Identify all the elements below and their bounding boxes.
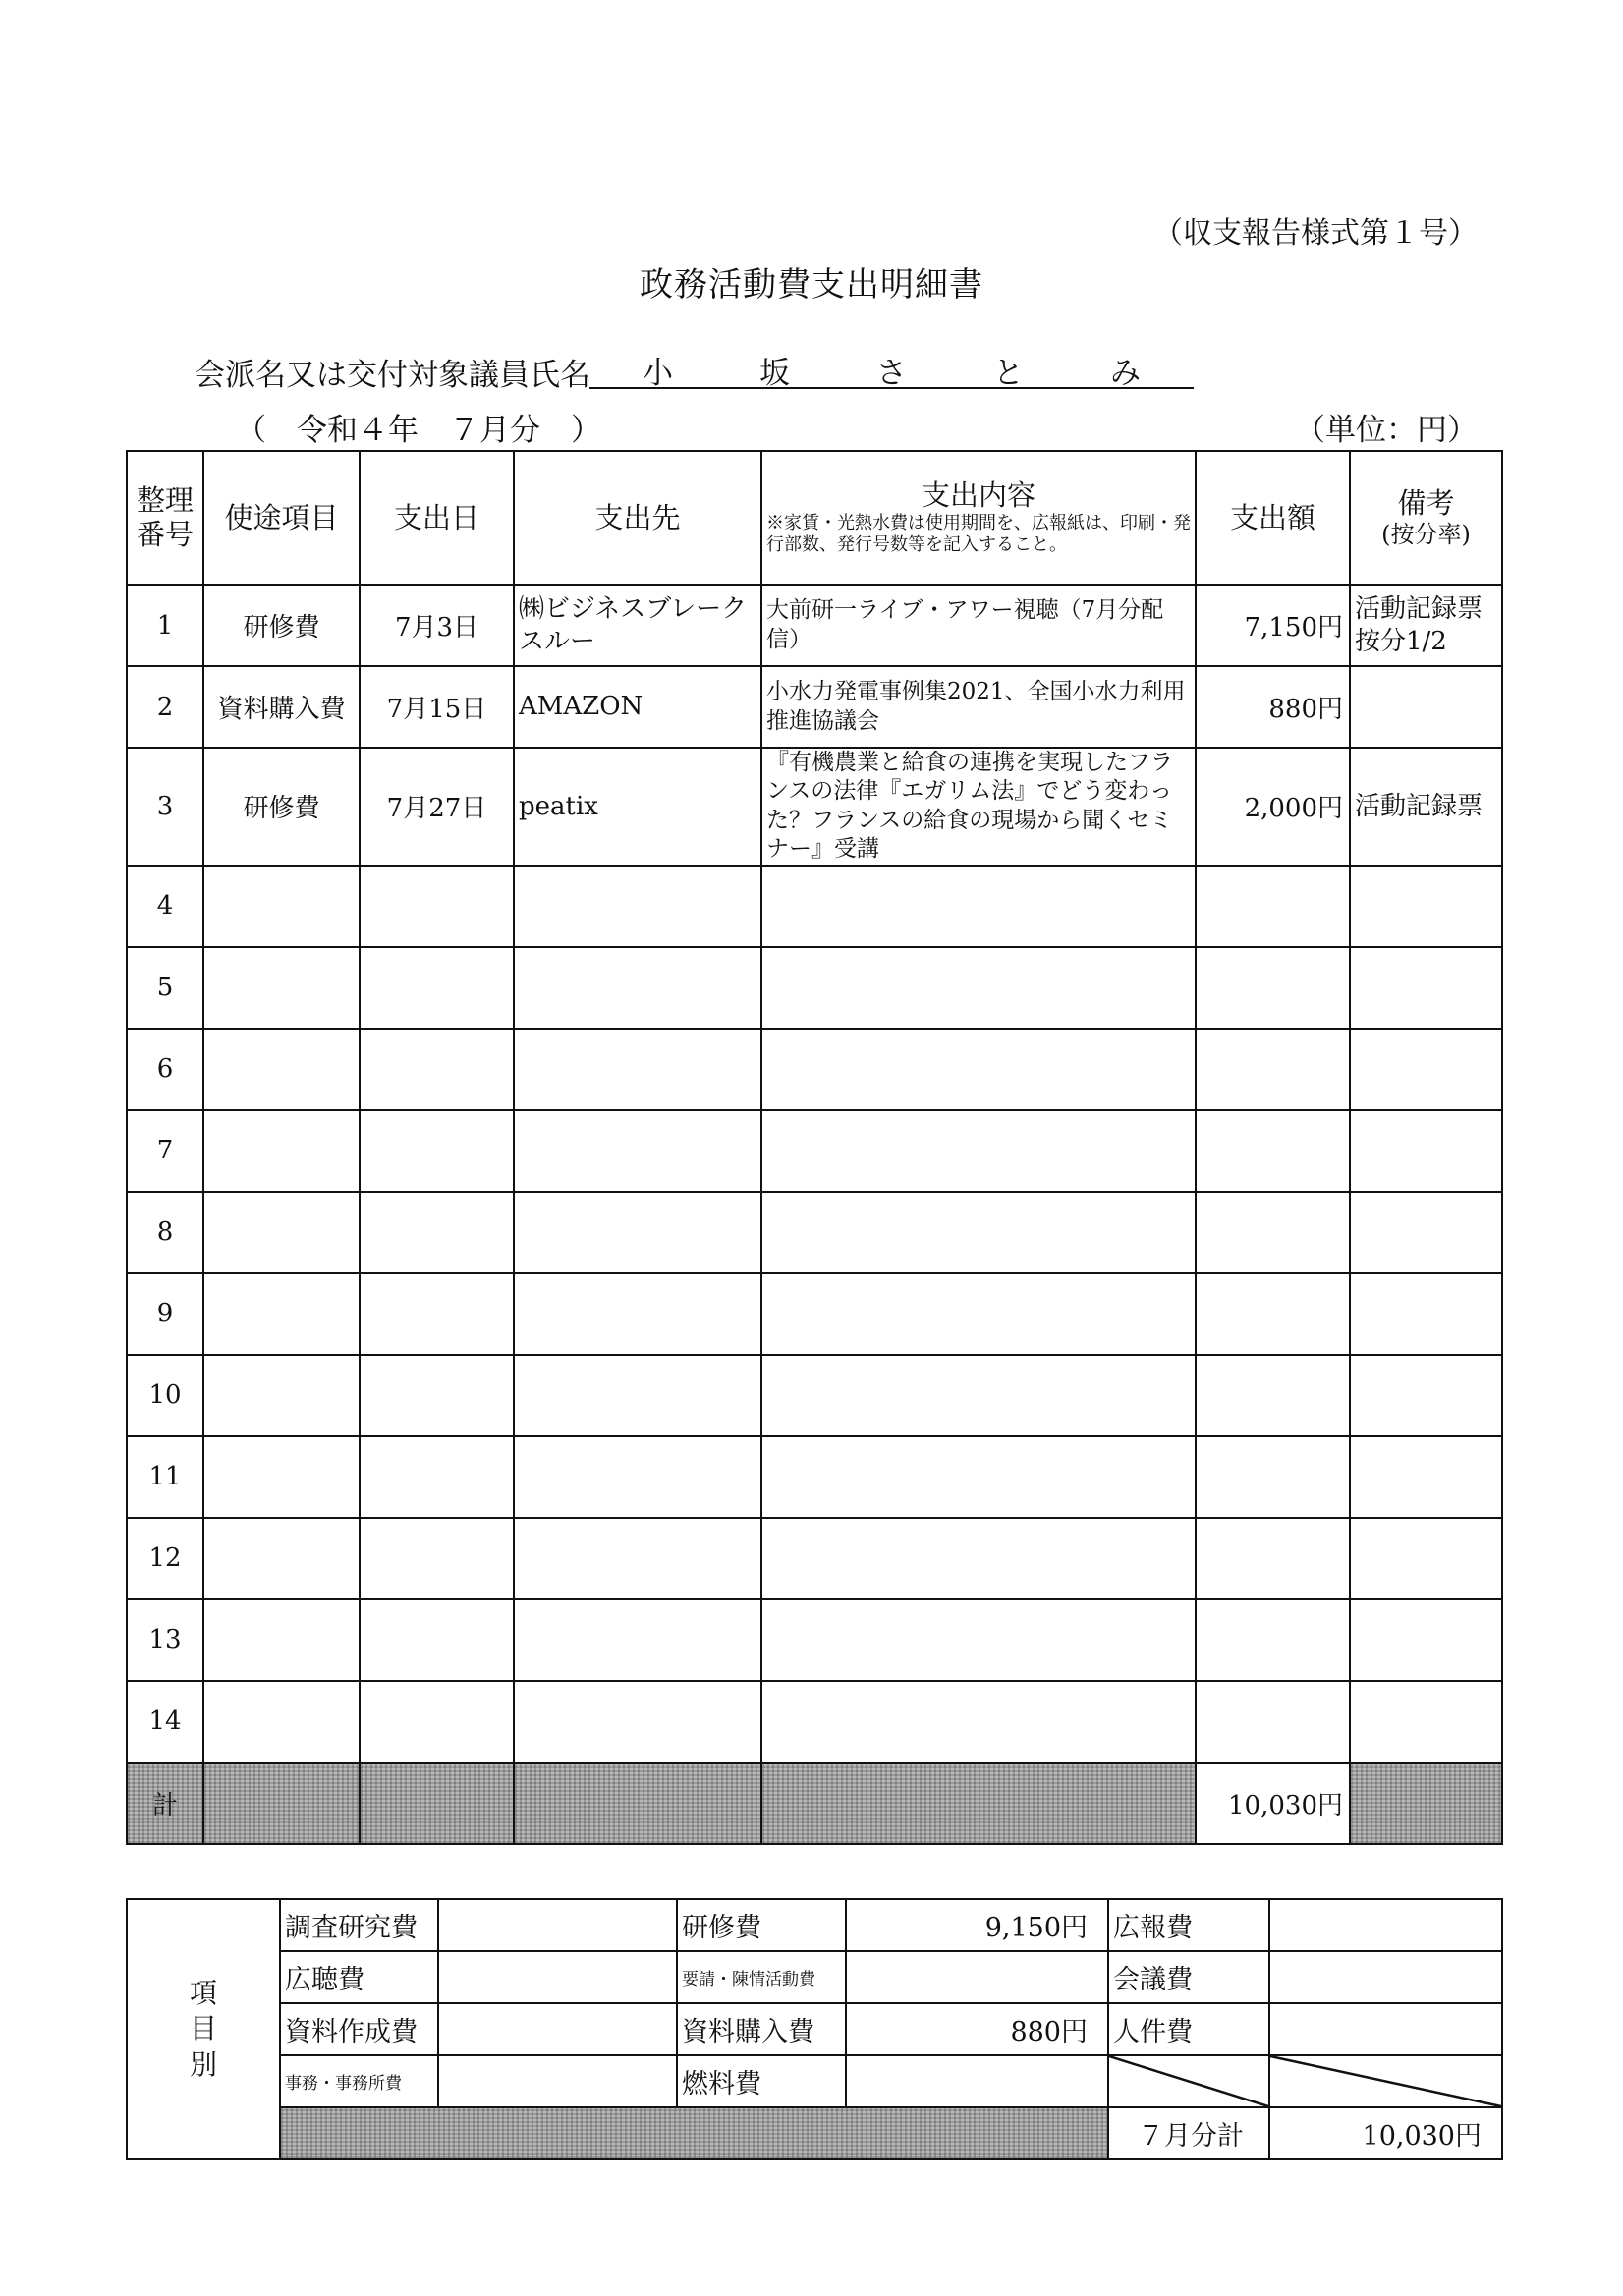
document-title: 政務活動費支出明細書 bbox=[640, 265, 983, 305]
total-shaded-cell bbox=[360, 1763, 514, 1844]
header-content bbox=[761, 451, 1196, 585]
name-char: 坂 bbox=[759, 356, 790, 391]
row-no: 11 bbox=[127, 1436, 203, 1518]
row-content: 『有機農業と給食の連携を実現したフランスの法律『エガリム法』でどう変わった？フランスの給食の現場から聞くセミナー』受講 bbox=[761, 748, 1196, 866]
header-remarks-sub: (按分率) bbox=[1381, 521, 1471, 548]
name-label: 会派名又は交付対象議員氏名 bbox=[195, 358, 590, 393]
row-payee bbox=[514, 1355, 761, 1436]
name-char: み bbox=[1110, 356, 1141, 391]
row-category bbox=[203, 1355, 360, 1436]
row-category bbox=[203, 1110, 360, 1192]
summary-label: 人件費 bbox=[1108, 2003, 1269, 2055]
monthly-total-label: ７月分計 bbox=[1108, 2107, 1269, 2159]
row-category bbox=[203, 1029, 360, 1110]
row-date bbox=[360, 1110, 514, 1192]
header-date: 支出日 bbox=[360, 451, 514, 585]
row-no: 2 bbox=[127, 666, 203, 748]
row-amount bbox=[1196, 1110, 1350, 1192]
row-category: 研修費 bbox=[203, 585, 360, 666]
row-amount: 880円 bbox=[1196, 666, 1350, 748]
summary-row bbox=[127, 2003, 1502, 2055]
row-payee bbox=[514, 1518, 761, 1599]
row-content bbox=[761, 1029, 1196, 1110]
table-row bbox=[127, 866, 1502, 947]
summary-label: 研修費 bbox=[677, 1899, 846, 1951]
row-content bbox=[761, 1681, 1196, 1763]
summary-value bbox=[438, 2055, 677, 2107]
header-no: 整理番号 bbox=[127, 451, 203, 585]
side-char: 別 bbox=[189, 2047, 217, 2081]
summary-shaded-cell bbox=[280, 2107, 1108, 2159]
summary-total-row bbox=[127, 2107, 1502, 2159]
member-name bbox=[589, 348, 1194, 389]
row-payee bbox=[514, 1273, 761, 1355]
strikeout-cell bbox=[1108, 2055, 1269, 2107]
table-row bbox=[127, 585, 1502, 666]
row-remarks bbox=[1350, 866, 1502, 947]
row-remarks bbox=[1350, 1599, 1502, 1681]
row-date bbox=[360, 947, 514, 1029]
summary-value bbox=[1269, 1899, 1502, 1951]
summary-value: 9,150円 bbox=[846, 1899, 1108, 1951]
table-row bbox=[127, 1599, 1502, 1681]
row-amount bbox=[1196, 1192, 1350, 1273]
summary-label: 調査研究費 bbox=[280, 1899, 438, 1951]
row-category bbox=[203, 1192, 360, 1273]
row-date bbox=[360, 1599, 514, 1681]
row-amount bbox=[1196, 947, 1350, 1029]
row-content bbox=[761, 1355, 1196, 1436]
row-amount: 7,150円 bbox=[1196, 585, 1350, 666]
row-content bbox=[761, 866, 1196, 947]
row-date: 7月15日 bbox=[360, 666, 514, 748]
summary-label: 資料購入費 bbox=[677, 2003, 846, 2055]
table-row bbox=[127, 1273, 1502, 1355]
summary-value bbox=[1269, 2003, 1502, 2055]
row-date bbox=[360, 1436, 514, 1518]
side-char: 目 bbox=[189, 2012, 217, 2045]
row-content bbox=[761, 1599, 1196, 1681]
total-row bbox=[127, 1763, 1502, 1844]
header-remarks bbox=[1350, 451, 1502, 585]
summary-value bbox=[438, 1951, 677, 2003]
row-date bbox=[360, 1518, 514, 1599]
row-no: 4 bbox=[127, 866, 203, 947]
table-row bbox=[127, 1518, 1502, 1599]
row-payee bbox=[514, 1192, 761, 1273]
table-row bbox=[127, 666, 1502, 748]
row-category: 資料購入費 bbox=[203, 666, 360, 748]
summary-row bbox=[127, 2055, 1502, 2107]
summary-side-label bbox=[127, 1899, 280, 2159]
summary-value bbox=[438, 1899, 677, 1951]
row-no: 12 bbox=[127, 1518, 203, 1599]
summary-label: 燃料費 bbox=[677, 2055, 846, 2107]
row-date bbox=[360, 1355, 514, 1436]
row-remarks bbox=[1350, 1436, 1502, 1518]
row-date: 7月27日 bbox=[360, 748, 514, 866]
summary-label: 事務・事務所費 bbox=[280, 2055, 438, 2107]
row-remarks bbox=[1350, 666, 1502, 748]
table-row bbox=[127, 1681, 1502, 1763]
summary-table bbox=[126, 1898, 1503, 2160]
row-no: 6 bbox=[127, 1029, 203, 1110]
row-category bbox=[203, 1518, 360, 1599]
row-date bbox=[360, 866, 514, 947]
table-row bbox=[127, 1192, 1502, 1273]
form-number: （収支報告様式第１号） bbox=[1153, 216, 1478, 251]
row-amount bbox=[1196, 1355, 1350, 1436]
table-header-row bbox=[127, 451, 1502, 585]
row-payee bbox=[514, 1029, 761, 1110]
table-row bbox=[127, 1029, 1502, 1110]
row-category bbox=[203, 1599, 360, 1681]
row-no: 5 bbox=[127, 947, 203, 1029]
row-remarks: 活動記録票 bbox=[1350, 748, 1502, 866]
side-char: 項 bbox=[189, 1976, 217, 2009]
row-content bbox=[761, 1273, 1196, 1355]
period: （ 令和４年 ７月分 ） bbox=[236, 413, 601, 448]
row-content bbox=[761, 1518, 1196, 1599]
row-no: 3 bbox=[127, 748, 203, 866]
row-content: 大前研一ライブ・アワー視聴（7月分配信） bbox=[761, 585, 1196, 666]
row-date: 7月3日 bbox=[360, 585, 514, 666]
summary-value bbox=[846, 1951, 1108, 2003]
row-remarks bbox=[1350, 1681, 1502, 1763]
summary-value bbox=[846, 2055, 1108, 2107]
row-payee bbox=[514, 1599, 761, 1681]
name-char: 小 bbox=[643, 356, 673, 391]
table-row bbox=[127, 1436, 1502, 1518]
row-category bbox=[203, 1436, 360, 1518]
row-payee: peatix bbox=[514, 748, 761, 866]
monthly-total-value: 10,030円 bbox=[1269, 2107, 1502, 2159]
row-no: 10 bbox=[127, 1355, 203, 1436]
row-content bbox=[761, 1110, 1196, 1192]
total-label: 計 bbox=[127, 1763, 203, 1844]
row-content bbox=[761, 1192, 1196, 1273]
row-content: 小水力発電事例集2021、全国小水力利用推進協議会 bbox=[761, 666, 1196, 748]
header-amount: 支出額 bbox=[1196, 451, 1350, 585]
row-payee bbox=[514, 1110, 761, 1192]
row-no: 13 bbox=[127, 1599, 203, 1681]
row-no: 14 bbox=[127, 1681, 203, 1763]
total-shaded-cell bbox=[203, 1763, 360, 1844]
summary-label: 広報費 bbox=[1108, 1899, 1269, 1951]
table-row bbox=[127, 1355, 1502, 1436]
total-shaded-cell bbox=[1350, 1763, 1502, 1844]
header-remarks-title: 備考 bbox=[1397, 486, 1455, 521]
row-remarks bbox=[1350, 1029, 1502, 1110]
row-category: 研修費 bbox=[203, 748, 360, 866]
row-content bbox=[761, 947, 1196, 1029]
row-date bbox=[360, 1192, 514, 1273]
row-date bbox=[360, 1273, 514, 1355]
row-category bbox=[203, 866, 360, 947]
summary-value bbox=[1269, 1951, 1502, 2003]
header-content-title: 支出内容 bbox=[921, 478, 1035, 513]
row-amount bbox=[1196, 1273, 1350, 1355]
row-amount bbox=[1196, 1436, 1350, 1518]
summary-value: 880円 bbox=[846, 2003, 1108, 2055]
summary-label: 会議費 bbox=[1108, 1951, 1269, 2003]
table-row bbox=[127, 1110, 1502, 1192]
row-no: 7 bbox=[127, 1110, 203, 1192]
row-category bbox=[203, 1681, 360, 1763]
expense-table bbox=[126, 450, 1503, 1845]
total-shaded-cell bbox=[761, 1763, 1196, 1844]
row-remarks bbox=[1350, 1355, 1502, 1436]
row-amount bbox=[1196, 1599, 1350, 1681]
row-remarks bbox=[1350, 1273, 1502, 1355]
row-date bbox=[360, 1681, 514, 1763]
summary-value bbox=[438, 2003, 677, 2055]
row-payee bbox=[514, 1436, 761, 1518]
header-content-note: ※家賃・光熱水費は使用期間を、広報紙は、印刷・発行部数、発行号数等を記入すること。 bbox=[766, 512, 1191, 556]
row-category bbox=[203, 1273, 360, 1355]
total-shaded-cell bbox=[514, 1763, 761, 1844]
total-amount: 10,030円 bbox=[1196, 1763, 1350, 1844]
row-remarks bbox=[1350, 1192, 1502, 1273]
row-category bbox=[203, 947, 360, 1029]
row-no: 1 bbox=[127, 585, 203, 666]
row-remarks bbox=[1350, 947, 1502, 1029]
row-remarks bbox=[1350, 1110, 1502, 1192]
name-char: と bbox=[993, 356, 1024, 391]
row-no: 8 bbox=[127, 1192, 203, 1273]
strikeout-cell bbox=[1269, 2055, 1502, 2107]
summary-label: 広聴費 bbox=[280, 1951, 438, 2003]
summary-row bbox=[127, 1951, 1502, 2003]
row-date bbox=[360, 1029, 514, 1110]
summary-label: 要請・陳情活動費 bbox=[677, 1951, 846, 2003]
row-amount bbox=[1196, 1029, 1350, 1110]
header-category: 使途項目 bbox=[203, 451, 360, 585]
row-amount bbox=[1196, 1518, 1350, 1599]
row-content bbox=[761, 1436, 1196, 1518]
row-amount bbox=[1196, 866, 1350, 947]
row-no: 9 bbox=[127, 1273, 203, 1355]
unit-label: （単位：円） bbox=[1295, 413, 1478, 448]
summary-row bbox=[127, 1899, 1502, 1951]
row-remarks bbox=[1350, 1518, 1502, 1599]
row-amount: 2,000円 bbox=[1196, 748, 1350, 866]
row-payee bbox=[514, 866, 761, 947]
row-payee bbox=[514, 1681, 761, 1763]
summary-label: 資料作成費 bbox=[280, 2003, 438, 2055]
table-row bbox=[127, 947, 1502, 1029]
table-body bbox=[127, 585, 1502, 1763]
name-char: さ bbox=[876, 356, 907, 391]
row-payee bbox=[514, 947, 761, 1029]
header-payee: 支出先 bbox=[514, 451, 761, 585]
row-payee: AMAZON bbox=[514, 666, 761, 748]
row-remarks: 活動記録票按分1/2 bbox=[1350, 585, 1502, 666]
table-row bbox=[127, 748, 1502, 866]
row-amount bbox=[1196, 1681, 1350, 1763]
row-payee: ㈱ビジネスブレークスルー bbox=[514, 585, 761, 666]
